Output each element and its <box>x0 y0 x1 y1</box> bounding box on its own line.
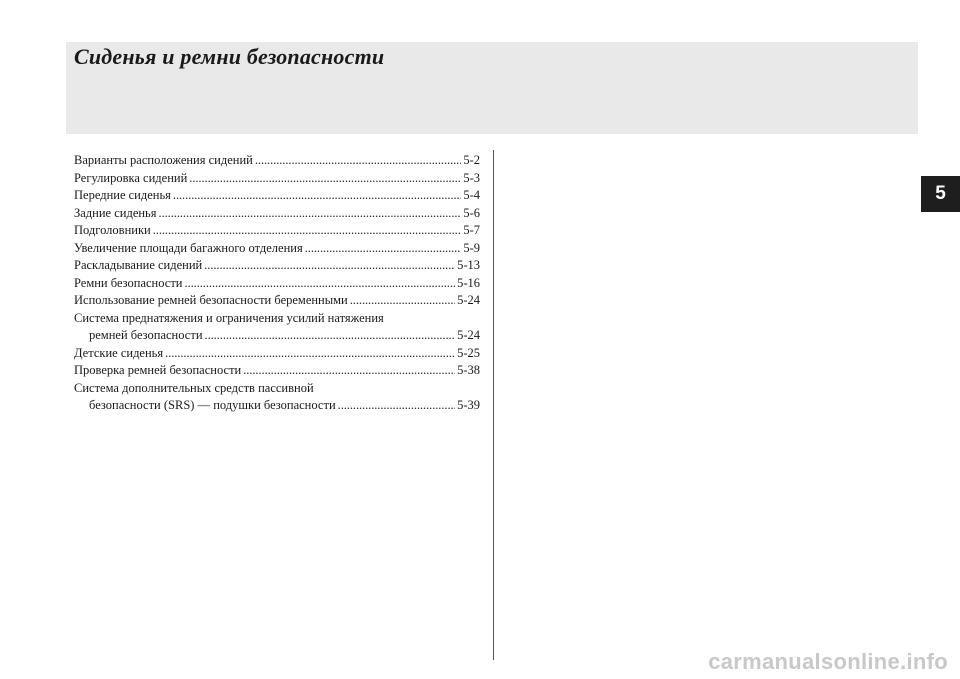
toc-entry-page: 5-4 <box>463 188 480 202</box>
toc-entry-label: Использование ремней безопасности беременными <box>74 293 348 307</box>
toc-entry-label: Система дополнительных средств пассивной <box>74 380 314 395</box>
toc-entry-seat-belts[interactable] <box>74 275 480 293</box>
dot-leader <box>185 275 456 293</box>
watermark: carmanualsonline.info <box>708 649 948 674</box>
toc-entry-pretensioner-line1[interactable] <box>74 310 480 328</box>
toc-entry-page: 5-7 <box>463 223 480 237</box>
toc-entry-page: 5-25 <box>457 345 480 360</box>
page-title: Сиденья и ремни безопасности <box>74 44 385 69</box>
toc-entry-label: Раскладывание сидений <box>74 258 203 272</box>
toc-entry-label: безопасности (SRS) — подушки безопасности <box>89 398 336 412</box>
toc-entry-seat-adjustment[interactable] <box>74 170 480 188</box>
dot-leader <box>243 362 455 380</box>
toc-entry-front-seats[interactable] <box>74 187 480 205</box>
dot-leader <box>305 240 462 258</box>
dot-leader <box>153 222 462 240</box>
dot-leader <box>204 257 455 275</box>
toc-entry-label: Подголовники <box>74 223 151 237</box>
toc-entry-page: 5-6 <box>463 205 480 220</box>
toc-entry-page: 5-38 <box>457 363 480 377</box>
toc-entry-child-seats[interactable] <box>74 345 480 363</box>
dot-leader <box>165 345 455 363</box>
toc-entry-page: 5-3 <box>463 170 480 185</box>
toc-entry-pretensioner-line2[interactable] <box>74 327 480 345</box>
toc-entry-label: Передние сиденья <box>74 188 171 202</box>
dot-leader <box>350 292 455 310</box>
toc-entry-page: 5-24 <box>457 293 480 307</box>
toc-entry-belt-check[interactable] <box>74 362 480 380</box>
toc-entry-label: Регулировка сидений <box>74 170 188 185</box>
dot-leader <box>173 187 461 205</box>
toc-entry-seat-folding[interactable] <box>74 257 480 275</box>
toc-entry-pregnant-belts[interactable] <box>74 292 480 310</box>
table-of-contents <box>74 152 480 415</box>
toc-entry-page: 5-16 <box>457 275 480 290</box>
toc-entry-label: ремней безопасности <box>89 328 203 342</box>
toc-entry-page: 5-24 <box>457 328 480 342</box>
chapter-tab[interactable]: 5 <box>921 176 960 212</box>
toc-entry-page: 5-9 <box>463 240 480 255</box>
toc-entry-luggage-area[interactable] <box>74 240 480 258</box>
toc-entry-label: Детские сиденья <box>74 345 164 360</box>
dot-leader <box>205 327 456 345</box>
toc-entry-label: Варианты расположения сидений <box>74 153 253 167</box>
toc-entry-srs-line2[interactable] <box>74 397 480 415</box>
toc-entry-label: Система преднатяжения и ограничения усилий натяжения <box>74 310 384 325</box>
toc-entry-page: 5-2 <box>463 153 480 167</box>
dot-leader <box>189 170 461 188</box>
column-divider <box>493 150 494 660</box>
toc-entry-label: Проверка ремней безопасности <box>74 363 242 377</box>
dot-leader <box>159 205 462 223</box>
toc-entry-label: Ремни безопасности <box>74 275 183 290</box>
dot-leader <box>338 397 455 415</box>
toc-entry-page: 5-13 <box>457 258 480 272</box>
dot-leader <box>255 152 461 170</box>
toc-entry-label: Увеличение площади багажного отделения <box>74 240 303 255</box>
toc-entry-seat-layouts[interactable] <box>74 152 480 170</box>
toc-entry-label: Задние сиденья <box>74 205 157 220</box>
toc-entry-rear-seats[interactable] <box>74 205 480 223</box>
toc-entry-page: 5-39 <box>457 398 480 412</box>
toc-entry-srs-line1[interactable] <box>74 380 480 398</box>
toc-entry-head-restraints[interactable] <box>74 222 480 240</box>
